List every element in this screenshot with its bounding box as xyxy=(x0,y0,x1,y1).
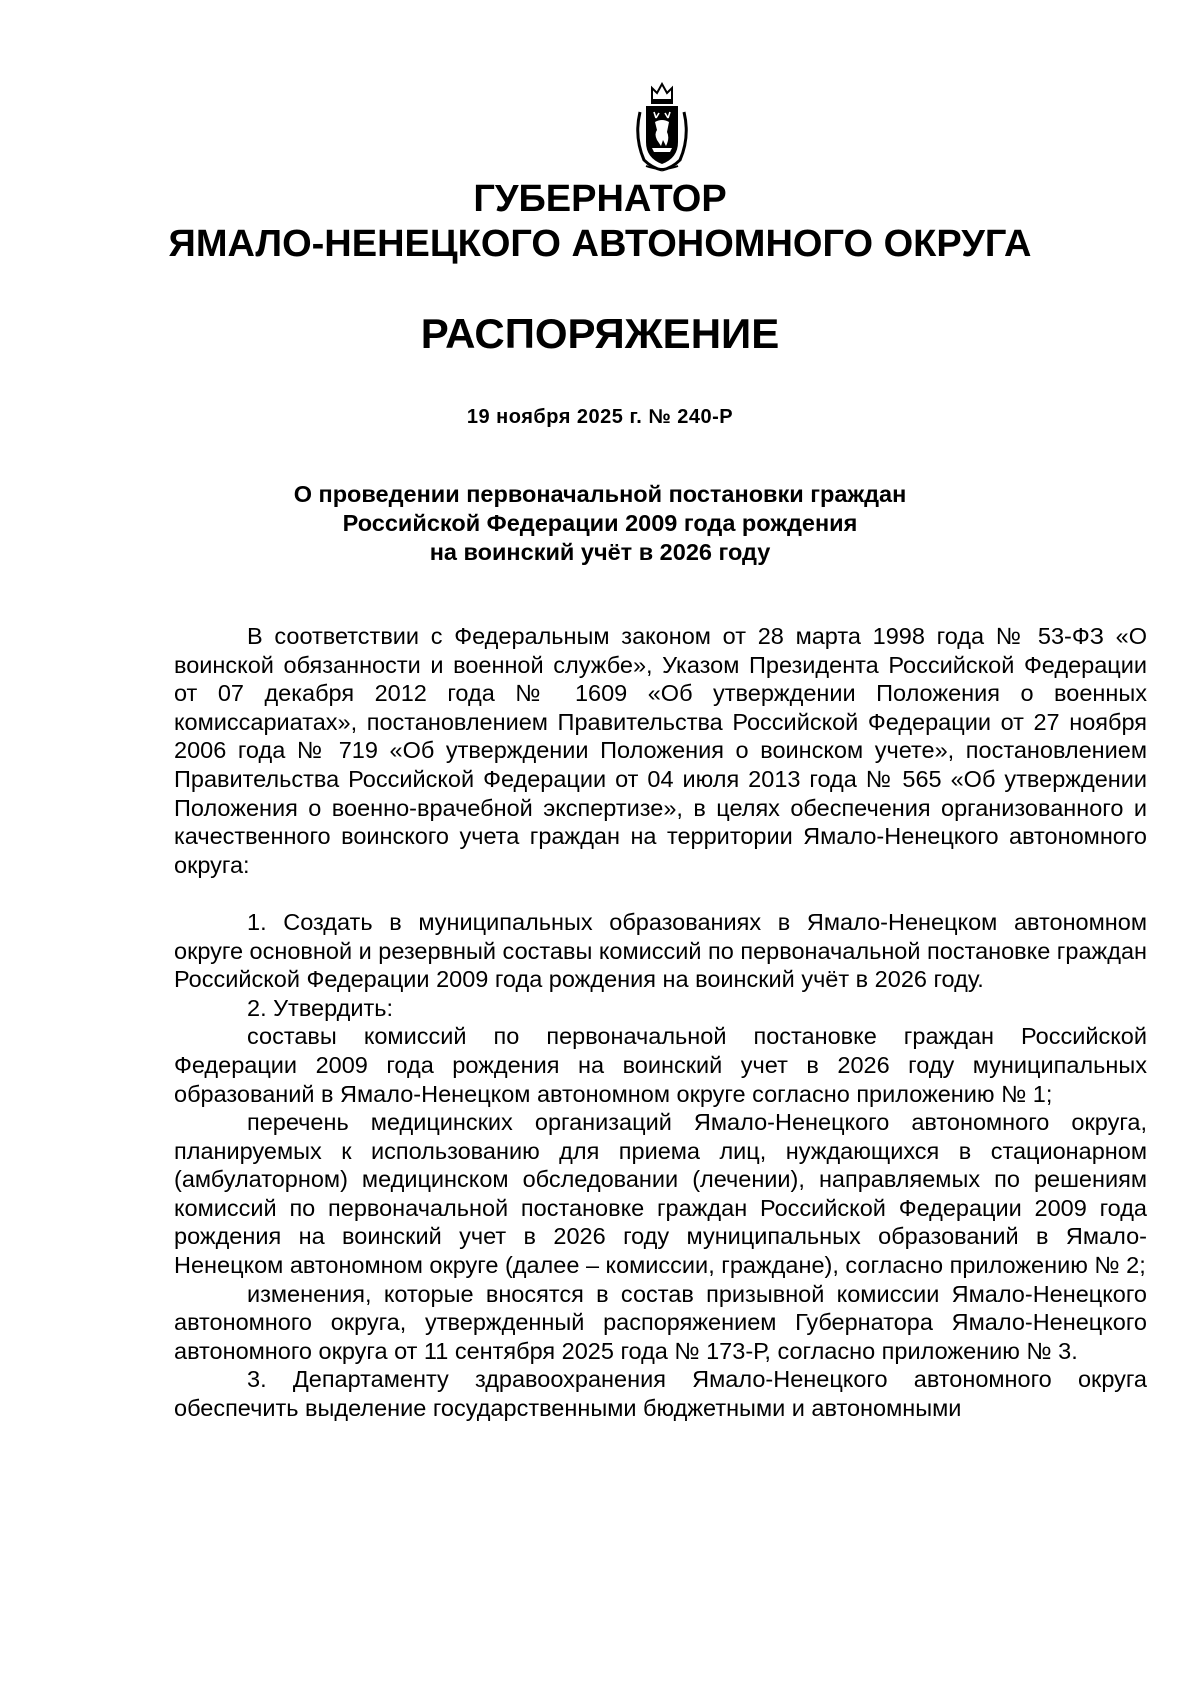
paragraph-item-2: 2. Утвердить: xyxy=(247,994,394,1021)
title-line: на воинский учёт в 2026 году xyxy=(429,539,771,565)
paragraph-item-2b: перечень медицинских организаций Ямало-Ненецкого автономного округа, планируемых к использованию для приема лиц, нуждающихся в стационарном (амбулаторном) медицинском обследовании (лечении), направляемых по решениям комиссий по первоначальной постановке граждан Российской Федерации 2009 года рождения на воинский учет в 2026 году муниципальных образований в Ямало-Ненецком автономном округе (далее – комиссии, граждане), согласно приложению № 2; xyxy=(174,1109,1147,1279)
governor-heading: ГУБЕРНАТОР xyxy=(473,178,727,220)
title-line: О проведении первоначальной постановки граждан xyxy=(293,481,907,507)
preamble-paragraph: В соответствии с Федеральным законом от 28 марта 1998 года № 53-ФЗ «О воинской обязанности и военной службе», Указом Президента Российской Федерации от 07 декабря 2012 года № 1609 «Об утверждении Положения о военных комиссариатах», постановлением Правительства Российской Федерации от 27 ноября 2006 года № 719 «Об утверждении Положения о воинском учете», постановлением Правительства Российской Федерации от 04 июля 2013 года № 565 «Об утверждении Положения о военно-врачебной экспертизе», в целях обеспечения организованного и качественного воинского учета граждан на территории Ямало-Ненецкого автономного округа: xyxy=(174,623,1147,878)
document-title xyxy=(0,480,1200,567)
paragraph-item-2a: составы комиссий по первоначальной постановке граждан Российской Федерации 2009 года рождения на воинский учет в 2026 году муниципальных образований в Ямало-Ненецком автономном округе согласно приложению № 1; xyxy=(174,1023,1147,1107)
document-date-number: 19 ноября 2025 г. № 240-Р xyxy=(466,406,734,428)
paragraph-item-3: 3. Департаменту здравоохранения Ямало-Ненецкого автономного округа обеспечить выделение государственными бюджетными и автономными xyxy=(174,1366,1147,1422)
document-body xyxy=(174,622,1147,1423)
document-type-heading: РАСПОРЯЖЕНИЕ xyxy=(420,310,780,357)
title-line: Российской Федерации 2009 года рождения xyxy=(342,510,858,536)
region-heading: ЯМАЛО-НЕНЕЦКОГО АВТОНОМНОГО ОКРУГА xyxy=(168,223,1032,265)
coat-of-arms-icon xyxy=(632,82,692,174)
paragraph-item-2c: изменения, которые вносятся в состав призывной комиссии Ямало-Ненецкого автономного округа, утвержденный распоряжением Губернатора Ямало-Ненецкого автономного округа от 11 сентября 2025 года № 173-Р, согласно приложению № 3. xyxy=(174,1280,1147,1364)
paragraph-item-1: 1. Создать в муниципальных образованиях в Ямало-Ненецком автономном округе основной и резервный составы комиссий по первоначальной постановке граждан Российской Федерации 2009 года рождения на воинский учёт в 2026 году. xyxy=(174,908,1148,993)
